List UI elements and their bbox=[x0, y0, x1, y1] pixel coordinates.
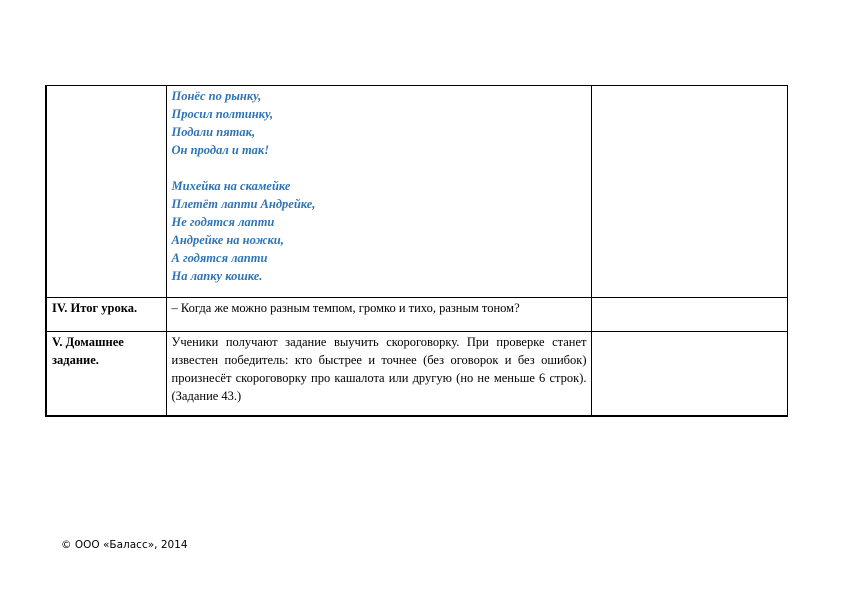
notes-cell bbox=[591, 332, 787, 416]
content-cell: – Когда же можно разным темпом, громко и тихо, разным тоном? bbox=[166, 298, 591, 332]
notes-cell bbox=[591, 86, 787, 298]
table-row bbox=[46, 86, 787, 298]
stage-cell: V. Домашнее задание. bbox=[46, 332, 166, 416]
content-cell bbox=[166, 86, 591, 298]
copyright-footer: © ООО «Баласс», 2014 bbox=[61, 539, 188, 551]
lesson-table bbox=[45, 85, 788, 417]
poem-line: А годятся лапти bbox=[171, 251, 268, 265]
poem-line: Плетёт лапти Андрейке, bbox=[171, 197, 316, 211]
stage-cell bbox=[46, 86, 166, 298]
poem-line: Подали пятак, bbox=[171, 125, 256, 139]
poem-line: Понёс по рынку, bbox=[171, 89, 262, 103]
stage-cell: IV. Итог урока. bbox=[46, 298, 166, 332]
poem-line: Просил полтинку, bbox=[171, 107, 274, 121]
poem-line: На лапку кошке. bbox=[171, 269, 263, 283]
table-row bbox=[46, 332, 787, 416]
content-cell: Ученики получают задание выучить скороговорку. При проверке станет известен победитель: кто быстрее и точнее (без оговорок и без ошибок) произнесёт скороговорку про кашалота или другую (но не меньше 6 строк). (Задание 43.) bbox=[166, 332, 591, 416]
stanza-gap bbox=[172, 159, 587, 177]
poem-line: Андрейке на ножки, bbox=[171, 233, 284, 247]
table-row bbox=[46, 298, 787, 332]
tongue-twister-poem bbox=[172, 87, 587, 285]
poem-line: Не годятся лапти bbox=[171, 215, 275, 229]
poem-line: Он продал и так! bbox=[171, 143, 270, 157]
poem-line: Михейка на скамейке bbox=[171, 179, 291, 193]
notes-cell bbox=[591, 298, 787, 332]
